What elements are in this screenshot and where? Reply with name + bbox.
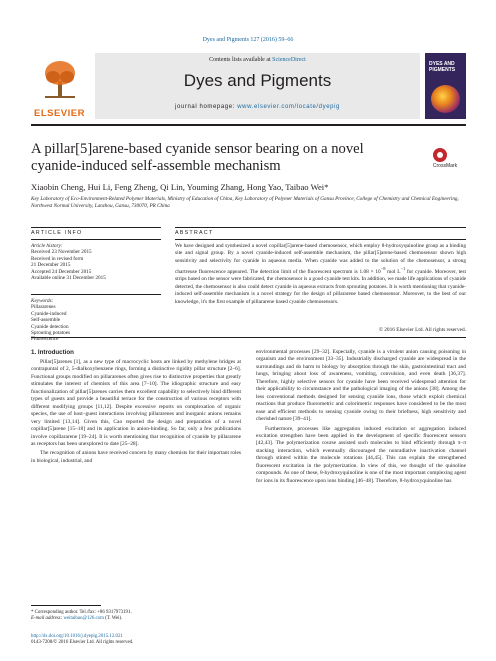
history-item: Received 23 November 2015 — [31, 249, 92, 256]
keyword: Cyanide-induced — [31, 310, 67, 317]
doi-link[interactable]: http://dx.doi.org/10.1016/j.dyepig.2015.12.021 — [31, 634, 123, 639]
footnote — [31, 610, 241, 622]
journal-title: Dyes and Pigments — [183, 71, 332, 90]
contents-prefix: Contents lists available at — [209, 57, 271, 63]
crossmark-badge[interactable] — [423, 148, 467, 172]
contents-line — [95, 57, 420, 63]
abstract-text-part: mol L — [385, 269, 401, 275]
email-label: E-mail address: — [31, 616, 63, 621]
journal-header — [95, 53, 420, 119]
email-line — [31, 616, 241, 622]
paragraph: Furthermore, processes like aggregation induced excitation or aggregation induced excitation strengthen have been applied in the development of specific fluorescent sensors [42,43]. The polymerization course assisted such molecules to bind efficiently through π–π stacking interaction, which eventually discouraged the nonradiative inactivation channel through stinted within the molecule rotations [44,45]. This can explain the strengthened fluorescent excitation in the polymerization. In view of this, we thought of the quinoline compounds. As one of these, 8-hydroxyquinoline is one of the most important complexing agent for ions in its fluorescence upon ions binding [46–48]. Therefore, 8-hydroxyquinoline has — [256, 425, 466, 484]
cover-artwork — [431, 85, 460, 113]
crossmark-label: CrossMark — [432, 163, 458, 169]
affiliation: Key Laboratory of Eco-Environment-Related Polymer Materials, Ministry of Education of China, Key Laboratory of Polymer Materials of Gansu Province, College of Chemistry and Chemical Engineering, Northwest Normal University, Lanzhou, Gansu, 730070, PR China — [31, 196, 459, 209]
abstract-exponent: −8 — [380, 266, 386, 272]
paragraph: The recognition of anions have received concern by many chemists for their important roles in biological, industrial, and — [31, 450, 241, 464]
abstract-heading: ABSTRACT — [175, 230, 214, 236]
abstract-body — [175, 243, 466, 306]
author-list: Xiaobin Cheng, Hui Li, Feng Zheng, Qi Lin, Youming Zhang, Hong Yao, Taibao Wei* — [31, 182, 329, 192]
paragraph: Pillar[5]arenes [1], as a new type of macrocyclic hosts are linked by methylene bridges at contrapuntal of 2, 5-dialkoxybenzene rings, forming a distinctive rigidity pillar structure [2–6]. Functional groups modified on pillararenes often gives rise to distinctive properties that greatly stimulates the interest of chemists of this area [7–10]. The idiographic structure and easy functionalization of pillar[5]arenes carries them excellent capability to selectively bind different types of guests and provide a beautiful terrace for the construction of various receptors with different modifying groups [11,12]. Despite excessive reports on complexation of organic species, the use of host–guest interactions involving pillararenes and inorganic anions remains very limited [13,14]. Given this, Cao reported the design and preparation of a novel copillar[5]arene [15–18] and its application in anion-binding. So far, only a few publications involve copillararene [19–24]. It is worth mentioning that recognition of cyanide by pillararene as receptors has been unexplored to date [25–28]. — [31, 359, 241, 447]
elsevier-tree-icon — [43, 59, 77, 99]
article-info-rule — [31, 227, 161, 228]
keywords-rule — [31, 294, 161, 295]
journal-cover — [425, 53, 466, 119]
homepage-link[interactable]: www.elsevier.com/locate/dyepig — [237, 104, 340, 110]
history-item: Accepted 24 December 2015 — [31, 268, 92, 275]
introduction-heading: 1. Introduction — [31, 349, 74, 356]
article-history — [31, 243, 161, 281]
article-info-heading: ARTICLE INFO — [31, 230, 83, 236]
abstract-bottom-rule — [31, 337, 466, 338]
article-info-subrule — [31, 239, 161, 240]
publisher-logo — [31, 53, 88, 119]
keyword: Self-assemble — [31, 317, 61, 324]
introduction-right-column — [256, 349, 466, 485]
abstract-exponent: −1 — [400, 266, 406, 272]
history-item: Available online 31 December 2015 — [31, 275, 106, 282]
header-divider — [31, 124, 466, 126]
introduction-left-column — [31, 359, 241, 465]
abstract-text-part: We have designed and synthesized a novel copillar[5]arene-based chemosensor, which employ 8-hydroxyquinoline group as a binding site and signal group. By a novel cyanide-induced self-assemble mechanism, the pillar[5]arene-based chemosensor shown high sensitivity and selectivity for cyanide in aqueous media. When cyanide was added to the solution of the chemosensor, a strong chartreuse fluorescence appeared. The detection limit of the fluorescent spectrum is 1.08 × 10 — [175, 243, 466, 275]
elsevier-wordmark: ELSEVIER — [34, 108, 85, 119]
abstract-rule — [175, 227, 466, 228]
email-link[interactable]: weitaibao@126.com — [63, 616, 104, 621]
corresponding-author: * Corresponding author. Tel./fax: +86 9317973191. — [31, 610, 132, 615]
cover-title: DYES AND PIGMENTS — [429, 61, 456, 73]
crossmark-icon — [433, 148, 447, 162]
article-title: A pillar[5]arene-based cyanide sensor bearing on a novel cyanide-induced self-assemble mechanism — [31, 141, 364, 174]
doi-block — [31, 634, 241, 646]
history-label: Article history: — [31, 243, 63, 249]
keyword: Fluorescence — [31, 336, 59, 343]
abstract-subrule — [175, 239, 466, 240]
homepage-line — [95, 104, 420, 110]
issn-line: 0143-7208/© 2016 Elsevier Ltd. All rights reserved. — [31, 640, 134, 645]
history-item: Received in revised form — [31, 255, 84, 262]
keyword: Cyanide detection — [31, 323, 69, 330]
paragraph: environmental processes [29–32]. Especially, cyanide is a virulent anion causing poisoning in organism and the environment [33–35]. Industrially discharged cyanide are widespread in the surroundings and do harm to biology by absorption through the skin, gastrointestinal tract and lungs, bringing about loss of awareness, vomiting, convulsion, and even death [36,37]. Therefore, highly selective sensors for cyanide have been received widespread attention for their applicability to circumstance and the pathological imaging of the anions [38]. Among the less conventional methods designed for sensing cyanide ions, those which exploit chemical reactions that produce fluorometric and colorimetric responses have considered to be the most ease and efficient methods to sensing cyanide owing to their briefness, high sensitivity and cherished nature [39–41]. — [256, 349, 466, 423]
keywords-label: Keywords: — [31, 298, 54, 304]
sciencedirect-link[interactable]: ScienceDirect — [272, 57, 306, 63]
email-suffix: (T. Wei). — [105, 616, 123, 621]
homepage-prefix: journal homepage: — [175, 104, 235, 110]
keyword: Sprouting potatoes — [31, 330, 71, 337]
history-item: 21 December 2015 — [31, 262, 71, 269]
abstract-copyright: © 2016 Elsevier Ltd. All rights reserved. — [378, 327, 466, 333]
abstract-text-part: for cyanide. Moreover, test strips based on the sensor were fabricated, the chemosensor is a good cyanide test kits. In addition, we made life applications of cyanide detected, the chemosensor is also could detect cyanide in aqueous extracts from sprouting potatoes. It is worth mentioning that cyanide-induced self-assemble mechanism is a novel strategy for the design of pillararene based chemosensor. Moreover, to the best of our knowledge, it's the first example of pillararene based cyanide chemosensors. — [175, 269, 466, 305]
keyword: Pillararenes — [31, 304, 56, 311]
footnote-rule — [31, 605, 101, 606]
journal-reference[interactable]: Dyes and Pigments 127 (2016) 59–66 — [202, 37, 294, 43]
